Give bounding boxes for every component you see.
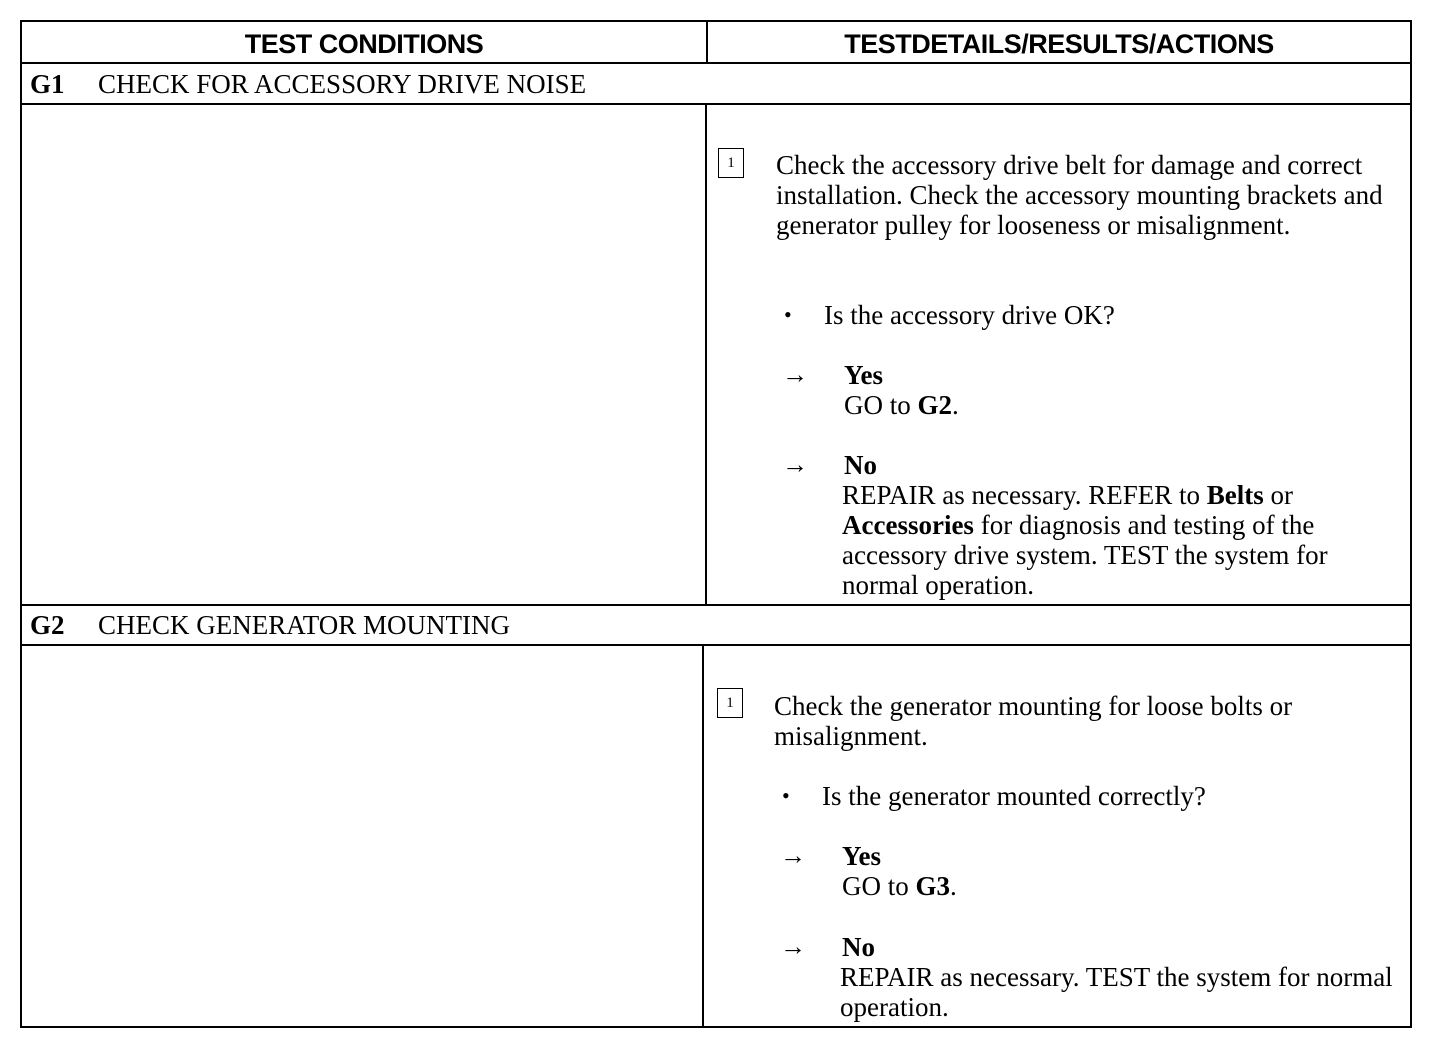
g2-yes-arrow-icon: → [780,841,806,870]
g2-step-number-box: 1 [717,688,743,718]
g1-no-action: REPAIR as necessary. REFER to Belts or Accessories for diagnosis and testing of the accessory drive system. TEST the system for normal operation. [842,480,1328,600]
column-divider-g2 [702,645,704,1028]
g1-question: Is the accessory drive OK? [824,300,1115,330]
header-test-conditions: TEST CONDITIONS [244,29,484,59]
section-g1-title-row [30,64,586,104]
g1-no-arrow-icon: → [782,450,808,479]
g2-question: Is the generator mounted correctly? [822,781,1206,811]
g1-step-number-box: 1 [718,148,744,178]
g1-no-label: No [844,450,877,480]
g2-yes-label: Yes [842,841,881,871]
g2-bullet-icon: • [782,783,790,808]
g2-no-label: No [842,932,875,962]
section-g1-title: CHECK FOR ACCESSORY DRIVE NOISE [98,69,587,99]
g2-yes-action: GO to G3. [842,871,957,901]
g1-bullet-icon: • [784,302,792,327]
g1-yes-arrow-icon: → [782,360,808,389]
section-g2-id: G2 [30,610,65,640]
section-g2-title: CHECK GENERATOR MOUNTING [98,610,511,640]
g1-yes-label: Yes [844,360,883,390]
g2-step-text: Check the generator mounting for loose bolts or misalignment. [774,691,1293,751]
g1-step-text: Check the accessory drive belt for damage and correct installation. Check the accessory mounting brackets and generator pulley for looseness or misalignment. [776,150,1383,240]
column-divider-g1 [705,104,707,606]
g1-yes-action: GO to G2. [844,390,959,420]
section-g2-title-row [30,605,510,645]
g2-no-arrow-icon: → [780,932,806,961]
section-g1-id: G1 [30,69,65,99]
header-test-details: TESTDETAILS/RESULTS/ACTIONS [844,29,1274,59]
g2-no-action: REPAIR as necessary. TEST the system for normal operation. [840,962,1393,1022]
